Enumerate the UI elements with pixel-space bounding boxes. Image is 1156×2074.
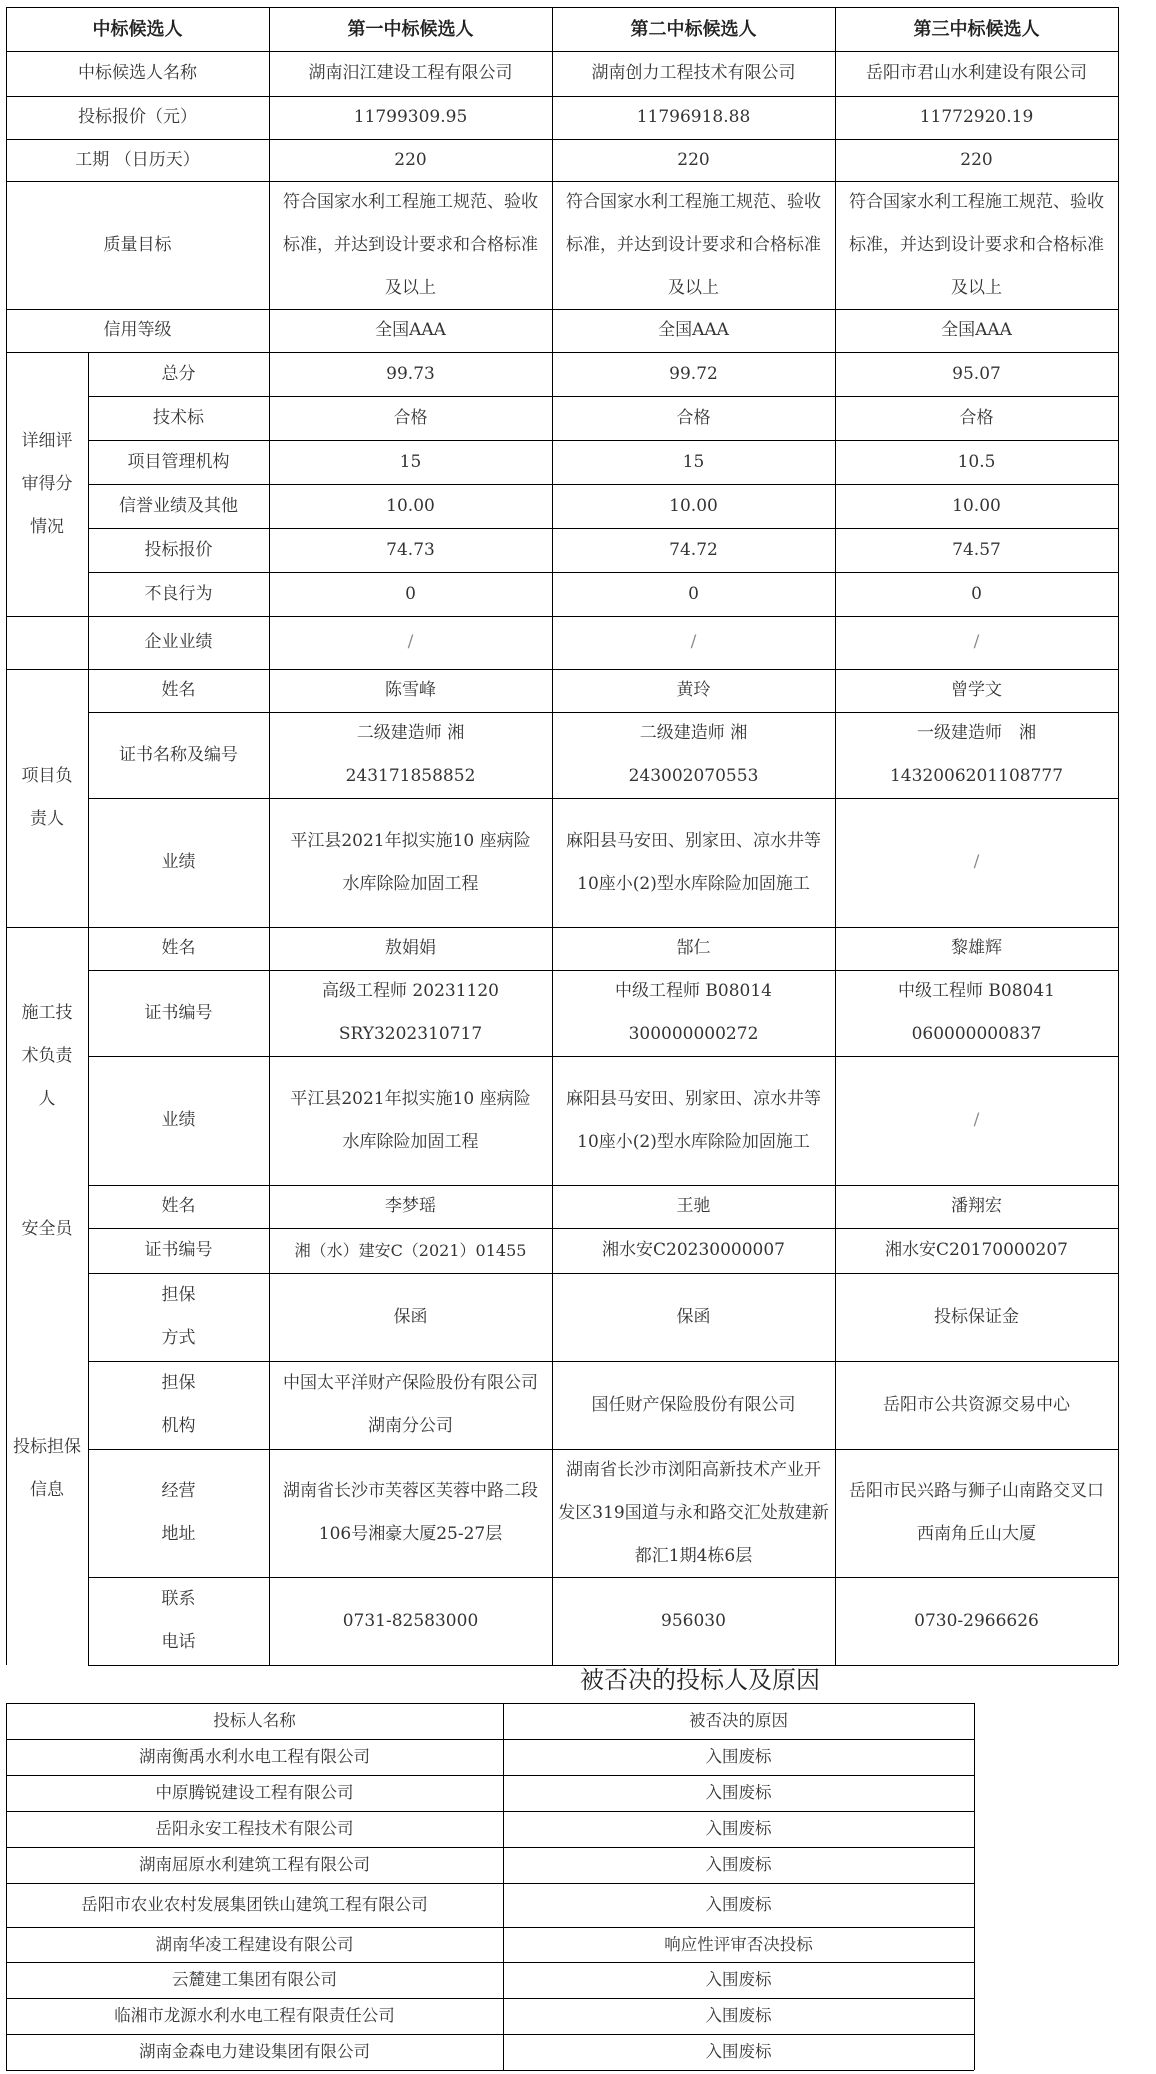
header-second-candidate: 第二中标候选人 <box>630 18 757 40</box>
guarantee-method-3: 投标保证金 <box>934 1306 1019 1327</box>
tech-label-performance: 业绩 <box>161 1110 196 1130</box>
score-total-1: 99.73 <box>386 363 435 384</box>
rejected-row-name: 湖南衡禹水利水电工程有限公司 <box>139 1747 370 1766</box>
cell-duration-2: 220 <box>677 149 710 170</box>
rejected-header-name: 投标人名称 <box>213 1711 296 1730</box>
score-label-management: 项目管理机构 <box>127 451 230 472</box>
tech-performance-2: 麻阳县马安田、别家田、凉水井等10座小(2)型水库除险加固施工 <box>566 1088 821 1152</box>
guarantee-institution-3: 岳阳市公共资源交易中心 <box>883 1394 1070 1415</box>
tech-performance-3: / <box>973 1110 980 1130</box>
cell-duration-3: 220 <box>960 149 993 170</box>
safety-cert-1: 湘（水）建安C（2021）01455 <box>294 1241 527 1260</box>
rejected-row-reason: 入围废标 <box>705 1783 772 1802</box>
pm-performance-2: 麻阳县马安田、别家田、凉水井等10座小(2)型水库除险加固施工 <box>566 830 821 894</box>
guarantee-phone-2: 956030 <box>661 1610 726 1631</box>
cell-enterprise-1: / <box>407 632 414 652</box>
safety-cert-3: 湘水安C20170000207 <box>885 1240 1068 1260</box>
score-technical-3: 合格 <box>959 407 994 428</box>
safety-label-cert: 证书编号 <box>144 1240 213 1260</box>
rejected-row-reason: 入围废标 <box>705 1819 772 1838</box>
row-label-quality: 质量目标 <box>103 234 172 255</box>
header-first-candidate: 第一中标候选人 <box>347 18 474 40</box>
rejected-row-reason: 入围废标 <box>705 1970 772 1989</box>
rejected-row-reason: 响应性评审否决投标 <box>664 1934 813 1954</box>
score-misconduct-1: 0 <box>405 583 416 604</box>
score-management-2: 15 <box>682 451 705 472</box>
cell-name-3: 岳阳市君山水利建设有限公司 <box>866 63 1087 83</box>
tech-cert-3: 中级工程师 B08041060000000837 <box>898 981 1055 1044</box>
pm-performance-1: 平江县2021年拟实施10 座病险水库除险加固工程 <box>290 830 531 894</box>
tech-cert-2: 中级工程师 B08014300000000272 <box>615 981 772 1044</box>
pm-label-name: 姓名 <box>161 680 196 700</box>
cell-price-1: 11799309.95 <box>353 107 468 127</box>
cell-name-2: 湖南创力工程技术有限公司 <box>591 63 796 83</box>
tech-performance-1: 平江县2021年拟实施10 座病险水库除险加固工程 <box>290 1088 531 1152</box>
pm-label-cert: 证书名称及编号 <box>119 744 238 765</box>
cell-quality-2: 符合国家水利工程施工规范、验收标准，并达到设计要求和合格标准及以上 <box>566 191 821 298</box>
score-reputation-3: 10.00 <box>952 495 1001 516</box>
row-label-credit: 信用等级 <box>103 320 172 340</box>
pm-name-3: 曾学文 <box>951 680 1002 700</box>
cell-credit-3: 全国AAA <box>941 320 1012 340</box>
guarantee-address-2: 湖南省长沙市浏阳高新技术产业开发区319国道与永和路交汇处敖建新都汇1期4栋6层 <box>558 1459 829 1566</box>
pm-performance-3: / <box>973 852 980 872</box>
row-label-price: 投标报价（元） <box>78 107 197 127</box>
score-label-total: 总分 <box>161 363 196 384</box>
cell-enterprise-2: / <box>690 632 697 652</box>
rejected-row-name: 岳阳永安工程技术有限公司 <box>155 1819 354 1838</box>
rejected-row-name: 中原腾锐建设工程有限公司 <box>155 1783 354 1802</box>
score-technical-2: 合格 <box>676 407 711 428</box>
score-misconduct-3: 0 <box>971 583 982 604</box>
pm-name-2: 黄玲 <box>676 680 711 700</box>
score-label-reputation: 信誉业绩及其他 <box>119 495 238 516</box>
guarantee-label-phone: 联系电话 <box>161 1589 196 1652</box>
tech-name-2: 郜仁 <box>676 938 711 958</box>
pm-name-1: 陈雪峰 <box>385 680 436 700</box>
header-third-candidate: 第三中标候选人 <box>913 18 1040 40</box>
score-label-misconduct: 不良行为 <box>144 583 213 604</box>
rejected-row-name: 云麓建工集团有限公司 <box>172 1970 337 1989</box>
pm-label-performance: 业绩 <box>161 852 196 872</box>
row-label-name: 中标候选人名称 <box>78 63 197 83</box>
rejected-section-title: 被否决的投标人及原因 <box>580 1666 820 1694</box>
safety-label-name: 姓名 <box>161 1196 196 1216</box>
row-label-enterprise: 企业业绩 <box>144 632 213 652</box>
score-management-1: 15 <box>399 451 422 472</box>
score-reputation-1: 10.00 <box>386 495 435 516</box>
score-price-2: 74.72 <box>669 539 718 560</box>
safety-group-label: 安全员 <box>21 1218 73 1239</box>
cell-name-1: 湖南汨江建设工程有限公司 <box>308 63 513 83</box>
guarantee-phone-3: 0730-2966626 <box>914 1610 1039 1631</box>
safety-name-3: 潘翔宏 <box>951 1196 1002 1216</box>
score-management-3: 10.5 <box>957 451 996 472</box>
tech-label-name: 姓名 <box>161 938 196 958</box>
tech-name-1: 敖娟娟 <box>385 938 436 958</box>
safety-name-1: 李梦瑶 <box>385 1196 436 1216</box>
rejected-row-reason: 入围废标 <box>705 2006 772 2025</box>
tech-name-3: 黎雄辉 <box>951 938 1002 958</box>
rejected-row-name: 湖南屈原水利建筑工程有限公司 <box>139 1855 370 1874</box>
guarantee-phone-1: 0731-82583000 <box>342 1610 479 1631</box>
score-price-1: 74.73 <box>386 539 435 560</box>
cell-credit-1: 全国AAA <box>375 320 446 340</box>
cell-quality-3: 符合国家水利工程施工规范、验收标准，并达到设计要求和合格标准及以上 <box>849 191 1104 298</box>
tech-group-label: 施工技术负责人 <box>21 1002 73 1109</box>
pm-cert-3: 一级建造师 湘 1432006201108777 <box>889 723 1064 786</box>
guarantee-institution-2: 国任财产保险股份有限公司 <box>591 1394 796 1415</box>
rejected-row-reason: 入围废标 <box>705 2042 772 2061</box>
guarantee-label-method: 担保方式 <box>161 1285 196 1348</box>
guarantee-method-1: 保函 <box>393 1306 428 1327</box>
rejected-header-reason: 被否决的原因 <box>689 1711 788 1730</box>
cell-price-2: 11796918.88 <box>636 107 751 127</box>
rejected-row-name: 湖南华凌工程建设有限公司 <box>155 1934 354 1954</box>
score-technical-1: 合格 <box>393 407 428 428</box>
guarantee-institution-1: 中国太平洋财产保险股份有限公司湖南分公司 <box>283 1373 538 1436</box>
tech-cert-1: 高级工程师 20231120SRY3202310717 <box>322 981 499 1044</box>
rejected-row-reason: 入围废标 <box>705 1855 772 1874</box>
score-group-label: 详细评审得分情况 <box>21 430 73 537</box>
guarantee-method-2: 保函 <box>676 1306 711 1327</box>
rejected-row-reason: 入围废标 <box>705 1895 772 1914</box>
rejected-row-name: 湖南金森电力建设集团有限公司 <box>139 2042 370 2061</box>
score-price-3: 74.57 <box>952 539 1001 560</box>
tech-label-cert: 证书编号 <box>144 1002 213 1023</box>
cell-price-3: 11772920.19 <box>919 107 1034 127</box>
rejected-row-name: 临湘市龙源水利水电工程有限责任公司 <box>114 2006 395 2025</box>
cell-quality-1: 符合国家水利工程施工规范、验收标准，并达到设计要求和合格标准及以上 <box>283 191 538 298</box>
rejected-row-reason: 入围废标 <box>705 1747 772 1766</box>
score-total-2: 99.72 <box>669 363 718 384</box>
guarantee-address-1: 湖南省长沙市芙蓉区芙蓉中路二段106号湘豪大厦25-27层 <box>283 1481 538 1544</box>
score-label-price: 投标报价 <box>144 539 213 560</box>
guarantee-label-institution: 担保机构 <box>161 1373 196 1436</box>
rejected-row-name: 岳阳市农业农村发展集团铁山建筑工程有限公司 <box>81 1895 428 1914</box>
guarantee-group-label: 投标担保信息 <box>13 1437 81 1500</box>
score-misconduct-2: 0 <box>688 583 699 604</box>
header-candidate-label: 中标候选人 <box>92 18 183 40</box>
guarantee-address-3: 岳阳市民兴路与狮子山南路交叉口西南角丘山大厦 <box>849 1481 1104 1544</box>
cell-duration-1: 220 <box>394 149 427 170</box>
row-label-duration: 工期 （日历天） <box>75 149 200 170</box>
score-label-technical: 技术标 <box>153 407 204 428</box>
cell-credit-2: 全国AAA <box>658 320 729 340</box>
pm-group-label: 项目负责人 <box>21 766 73 829</box>
guarantee-label-address: 经营地址 <box>161 1481 196 1544</box>
safety-name-2: 王驰 <box>676 1196 711 1216</box>
score-total-3: 95.07 <box>952 363 1001 384</box>
score-reputation-2: 10.00 <box>669 495 718 516</box>
safety-cert-2: 湘水安C20230000007 <box>602 1240 785 1260</box>
pm-cert-2: 二级建造师 湘243002070553 <box>628 723 759 786</box>
pm-cert-1: 二级建造师 湘243171858852 <box>345 723 476 786</box>
cell-enterprise-3: / <box>973 632 980 652</box>
